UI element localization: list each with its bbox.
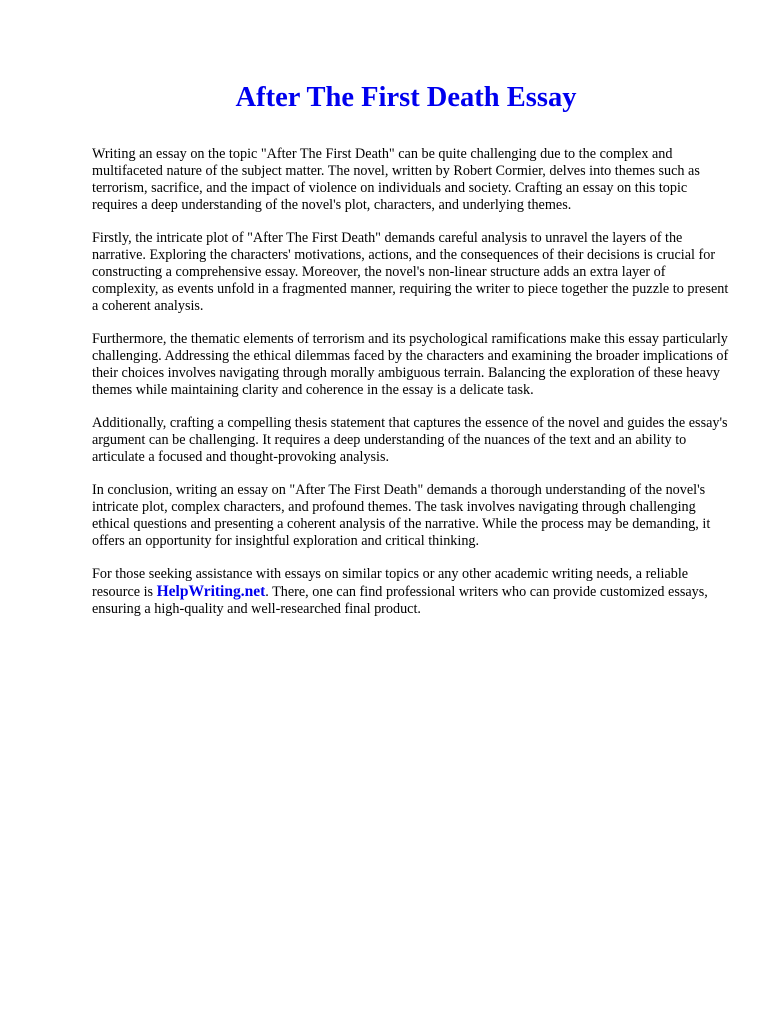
paragraph-6-after-link: . There, one can find professional writers who can provide customized essays, ensuring a high-quality and well-researched final product. bbox=[92, 584, 708, 617]
document-title: After The First Death Essay bbox=[235, 82, 577, 113]
paragraph-1: Writing an essay on the topic "After The First Death" can be quite challenging due to the complex and multifaceted nature of the subject matter. The novel, written by Robert Cormier, delves into themes such as terrorism, sacrifice, and the impact of violence on individuals and society. Crafting an essay on this topic requires a deep understanding of the novel's plot, characters, and underlying themes. bbox=[92, 146, 700, 213]
paragraph-6 bbox=[92, 566, 732, 618]
helpwriting-link[interactable]: HelpWriting.net bbox=[156, 583, 266, 600]
paragraph-5: In conclusion, writing an essay on "After The First Death" demands a thorough understanding of the novel's intricate plot, complex characters, and profound themes. The task involves navigating through challenging ethical questions and presenting a coherent analysis of the narrative. While the process may be demanding, it offers an opportunity for insightful exploration and critical thinking. bbox=[92, 482, 711, 549]
paragraph-4: Additionally, crafting a compelling thesis statement that captures the essence of the novel and guides the essay's argument can be challenging. It requires a deep understanding of the nuances of the text and an ability to articulate a focused and thought-provoking analysis. bbox=[92, 415, 728, 465]
paragraph-6-before-link: For those seeking assistance with essays on similar topics or any other academic writing needs, a reliable resource is bbox=[92, 566, 689, 600]
paragraph-3: Furthermore, the thematic elements of terrorism and its psychological ramifications make this essay particularly challenging. Addressing the ethical dilemmas faced by the characters and examining the broader implications of their choices involves navigating through morally ambiguous terrain. Balancing the exploration of these heavy themes while maintaining clarity and coherence in the essay is a delicate task. bbox=[92, 331, 729, 398]
document-body bbox=[92, 146, 732, 634]
paragraph-2: Firstly, the intricate plot of "After The First Death" demands careful analysis to unravel the layers of the narrative. Exploring the characters' motivations, actions, and the consequences of their decisions is crucial for constructing a comprehensive essay. Moreover, the novel's non-linear structure adds an extra layer of complexity, as events unfold in a fragmented manner, requiring the writer to piece together the puzzle to present a coherent analysis. bbox=[92, 230, 729, 314]
